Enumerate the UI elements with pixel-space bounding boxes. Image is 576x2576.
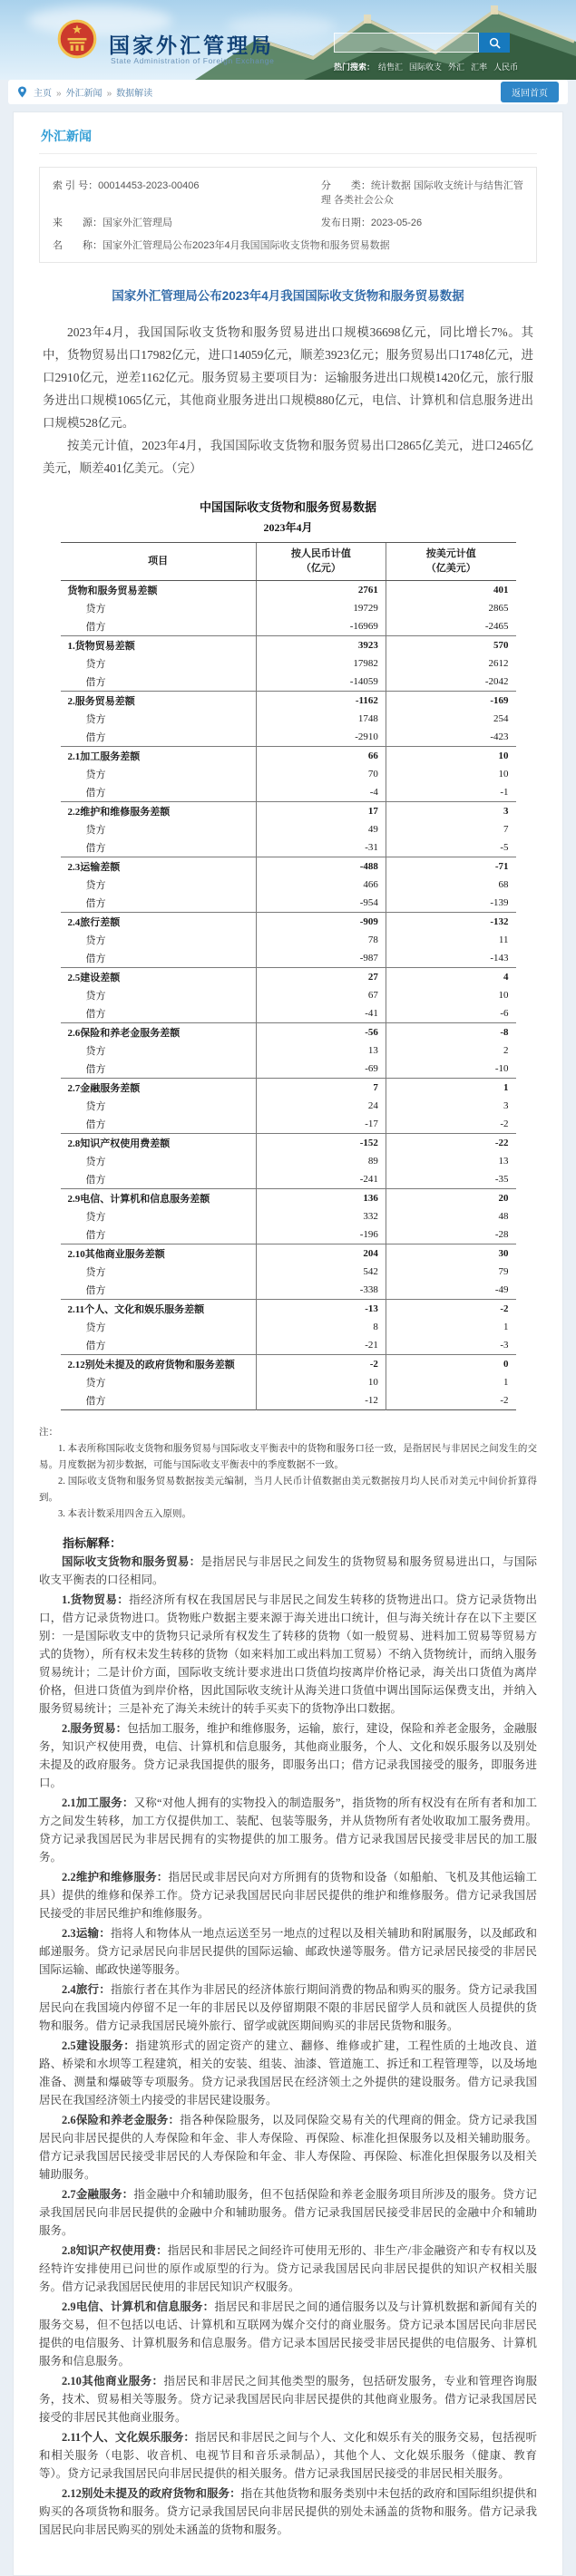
meta-index <box>53 178 321 207</box>
notes-list <box>39 1441 537 1523</box>
table-row <box>61 949 516 968</box>
table-row <box>61 1152 516 1170</box>
glossary-term: 2.10其他商业服务： <box>62 2374 164 2387</box>
table-cell-item: 贷方 <box>85 879 106 891</box>
meta-source-label: 来 源： <box>53 218 103 228</box>
table-row <box>61 599 516 617</box>
table-cell-rmb: -987 <box>256 949 386 968</box>
glossary-term: 2.2维护和维修服务： <box>62 1870 169 1884</box>
table-cell-usd: 1 <box>386 1373 515 1391</box>
table-cell-usd: 13 <box>386 1152 515 1170</box>
breadcrumb-item[interactable]: 数据解读 <box>116 89 153 99</box>
table-cell-rmb: 542 <box>256 1263 386 1281</box>
table-row <box>61 986 516 1004</box>
glossary-term: 2.6保险和养老金服务： <box>62 2113 181 2126</box>
table-cell-item: 贷方 <box>85 1045 106 1057</box>
table-cell-rmb: 332 <box>256 1207 386 1225</box>
table-cell-usd: 10 <box>386 746 515 765</box>
article-paragraph: 2023年4月，我国国际收支货物和服务贸易进出口规模36698亿元，同比增长7%。其中，货物贸易出口17982亿元，进口14059亿元，顺差3923亿元；服务贸易出口1748亿元，进口2910亿元，逆差1162亿元。服务贸易主要项目为：运输服务进出口规模1420亿元，旅行服务进出口规模1065亿元，其他商业服务进出口规模880亿元，电信、计算机和信息服务进出口规模528亿元。 <box>43 324 533 430</box>
glossary-heading: 指标解释： <box>63 1535 122 1550</box>
table-cell-usd: -423 <box>386 728 515 747</box>
table-cell-rmb: 7 <box>256 1078 386 1097</box>
table-cell-rmb: -56 <box>256 1022 386 1041</box>
table-cell-item: 2.4旅行差额 <box>61 912 257 931</box>
table-row <box>61 820 516 838</box>
glossary-term: 2.服务贸易： <box>62 1721 128 1735</box>
hot-search-label: 热门搜索： <box>334 63 376 72</box>
table-row <box>61 1225 516 1244</box>
table-cell-item: 借方 <box>85 1340 106 1351</box>
table-cell-item: 借方 <box>85 1063 106 1075</box>
site-banner <box>0 0 576 80</box>
table-cell-rmb: 24 <box>256 1097 386 1115</box>
table-row <box>61 838 516 857</box>
note-item: 3. 本表计数采用四舍五入原则。 <box>58 1508 191 1519</box>
glossary-entry: 2.9电信、计算机和信息服务：指居民和非居民之间的通信服务以及与计算机数据和新闻有关的服务交易，但不包括以电话、计算机和互联网为媒介交付的商业服务。贷方记录本国居民向非居民提供的电信服务、计算机服务和信息服务。借方记录本国居民接受非居民提供的电信服务、计算机服务和信息服务。 <box>39 2300 537 2368</box>
table-cell-rmb: -338 <box>256 1281 386 1300</box>
table-row <box>61 617 516 636</box>
table-title: 中国国际收支货物和服务贸易数据 <box>199 499 376 514</box>
glossary-entry: 2.8知识产权使用费：指居民和非居民之间经许可使用无形的、非生产/非金融资产和专有权以及经特许安排使用已问世的原作或原型的行为。贷方记录我国居民向非居民提供的知识产权相关服务。借方记录我国居民使用的非居民知识产权服务。 <box>39 2243 537 2293</box>
glossary-term: 2.11个人、文化娱乐服务： <box>62 2430 195 2444</box>
table-cell-item: 贷方 <box>85 658 106 670</box>
table-cell-item: 2.11个人、文化和娱乐服务差额 <box>61 1299 257 1318</box>
hot-search-links <box>378 63 524 72</box>
location-pin-icon <box>17 86 27 98</box>
table-cell-item: 贷方 <box>85 1211 106 1223</box>
article-title: 国家外汇管理局公布2023年4月我国国际收支货物和服务贸易数据 <box>112 289 464 303</box>
breadcrumb-separator: » <box>106 89 112 99</box>
table-header-rmb <box>256 542 386 580</box>
table-cell-item: 借方 <box>85 621 106 633</box>
table-cell-rmb: -69 <box>256 1060 386 1079</box>
table-row <box>61 1373 516 1391</box>
table-cell-rmb: 17982 <box>256 654 386 673</box>
table-row <box>61 912 516 931</box>
glossary-term: 2.4旅行： <box>62 1982 111 1996</box>
glossary-entry: 2.4旅行：指旅行者在其作为非居民的经济体旅行期间消费的物品和购买的服务。贷方记录我国居民向在我国境内停留不足一年的非居民以及停留期限不限的非居民留学人员和就医人员提供的货物和服务。借方记录我国居民境外旅行、留学或就医期间购买的非居民货物和服务。 <box>39 1982 537 2032</box>
site-subtitle: State Administration of Foreign Exchange <box>111 56 275 65</box>
table-row <box>61 1078 516 1097</box>
note-item: 1. 本表所称国际收支货物和服务贸易与国际收支平衡表中的货物和服务口径一致，是指居民与非居民之间发生的交易。月度数据为初步数据，可能与国际收支平衡表中的季度数据不一致。 <box>39 1443 537 1470</box>
table-cell-item: 贷方 <box>85 935 106 946</box>
content-card <box>13 111 563 2576</box>
table-cell-item: 2.5建设差额 <box>61 967 257 986</box>
meta-box <box>39 167 537 263</box>
table-cell-usd: -2 <box>386 1391 515 1410</box>
table-cell-rmb: 3923 <box>256 635 386 654</box>
table-cell-item: 借方 <box>85 1119 106 1130</box>
glossary-entry: 2.11个人、文化娱乐服务：指居民和非居民之间与个人、文化和娱乐有关的服务交易，包括视听和相关服务（电影、收音机、电视节目和音乐录制品），其他个人、文化娱乐服务（健康、教育等）。贷方记录我国居民向非居民提供的相关服务。借方记录我国居民接受的非居民相关服务。 <box>39 2430 537 2480</box>
meta-category-value: 统计数据 国际收支统计与结售汇管理 各类社会公众 <box>320 180 523 206</box>
glossary-term: 2.5建设服务： <box>62 2039 136 2052</box>
table-row <box>61 967 516 986</box>
glossary-entry: 2.服务贸易：包括加工服务，维护和维修服务，运输，旅行，建设，保险和养老金服务，金融服务，知识产权使用费，电信、计算机和信息服务，其他商业服务，个人、文化和娱乐服务以及别处未提及的政府服务。贷方记录我国提供的服务，即服务出口；借方记录我国接受的服务，即服务进口。 <box>39 1721 537 1789</box>
table-row <box>61 1354 516 1373</box>
table-cell-item: 贷方 <box>85 1322 106 1333</box>
table-row <box>61 801 516 820</box>
table-header-usd-line2: （亿美元） <box>425 563 476 575</box>
table-cell-rmb: 66 <box>256 746 386 765</box>
table-cell-item: 贷方 <box>85 603 106 615</box>
table-row <box>61 1207 516 1225</box>
table-row <box>61 673 516 692</box>
table-cell-usd: -143 <box>386 949 515 968</box>
table-cell-item: 2.1加工服务差额 <box>61 746 257 765</box>
table-row <box>61 783 516 802</box>
glossary-entry: 2.7金融服务：指金融中介和辅助服务，但不包括保险和养老金服务项目所涉及的服务。贷方记录我国居民向非居民提供的金融中介和辅助服务。借方记录我国居民接受非居民的金融中介和辅助服务。 <box>39 2187 537 2237</box>
table-row <box>61 1188 516 1207</box>
notes <box>39 1425 537 1523</box>
table-cell-item: 借方 <box>85 1174 106 1186</box>
table-cell-item: 2.服务贸易差额 <box>61 691 257 710</box>
table-cell-rmb: -14059 <box>256 673 386 692</box>
glossary-term: 2.9电信、计算机和信息服务： <box>62 2300 215 2313</box>
site-title: 国家外汇管理局 <box>109 34 274 57</box>
table-cell-rmb: 89 <box>256 1152 386 1170</box>
hot-search <box>334 61 524 73</box>
table-cell-usd: 10 <box>386 986 515 1004</box>
table-cell-usd: -2 <box>386 1299 515 1318</box>
table-cell-item: 贷方 <box>85 1377 106 1389</box>
table-cell-rmb: 1748 <box>256 710 386 728</box>
table-row <box>61 580 516 599</box>
table-row <box>61 1318 516 1336</box>
table-cell-rmb: -954 <box>256 894 386 913</box>
table-cell-item: 贷方 <box>85 990 106 1002</box>
table-cell-rmb: -17 <box>256 1115 386 1134</box>
table-cell-item: 借方 <box>85 676 106 688</box>
table-cell-usd: 30 <box>386 1244 515 1263</box>
table-cell-item: 贷方 <box>85 824 106 836</box>
table-cell-rmb: 67 <box>256 986 386 1004</box>
table-row <box>61 1170 516 1189</box>
notes-label: 注： <box>39 1427 58 1438</box>
meta-index-value: 00014453-2023-00406 <box>98 180 200 191</box>
glossary-entry: 2.3运输：指将人和物体从一地点运送至另一地点的过程以及相关辅助和附属服务，以及邮政和邮递服务。贷方记录居民向非居民提供的国际运输、邮政快递等服务。借方记录居民接受的非居民国际运输、邮政快递等服务。 <box>39 1926 537 1976</box>
meta-category <box>321 178 523 207</box>
table-cell-rmb: -488 <box>256 857 386 876</box>
national-emblem-icon <box>56 16 98 62</box>
table-cell-usd: -35 <box>386 1170 515 1189</box>
table-cell-rmb: -152 <box>256 1133 386 1152</box>
glossary-term: 2.8知识产权使用费： <box>62 2243 168 2257</box>
table-cell-rmb: 2761 <box>256 580 386 599</box>
table-cell-usd: 0 <box>386 1354 515 1373</box>
table-row <box>61 1263 516 1281</box>
glossary-term: 国际收支货物和服务贸易： <box>62 1554 201 1568</box>
article <box>39 286 537 479</box>
meta-name-label: 名 称： <box>53 240 103 251</box>
table-cell-usd: 68 <box>386 876 515 894</box>
section-title: 外汇新闻 <box>39 123 537 154</box>
hot-search-link[interactable]: 结售汇 <box>378 63 404 72</box>
meta-index-label: 索 引 号： <box>53 180 99 191</box>
table-cell-rmb: 27 <box>256 967 386 986</box>
table-row <box>61 654 516 673</box>
table-cell-rmb: -2910 <box>256 728 386 747</box>
table-cell-usd: -28 <box>386 1225 515 1244</box>
glossary-term: 2.1加工服务： <box>62 1796 134 1809</box>
glossary-entry: 2.6保险和养老金服务：指各种保险服务，以及同保险交易有关的代理商的佣金。贷方记录我国居民向非居民提供的人寿保险和年金、非人寿保险、再保险、标准化担保服务以及相关辅助服务。借方记录我国居民接受非居民的人寿保险和年金、非人寿保险、再保险、标准化担保服务以及相关辅助服务。 <box>39 2113 537 2181</box>
table-cell-rmb: 17 <box>256 801 386 820</box>
table-cell-rmb: -241 <box>256 1170 386 1189</box>
glossary-entry: 2.5建设服务：指建筑形式的固定资产的建立、翻修、维修或扩建，工程性质的土地改良、道路、桥梁和水坝等工程建筑，相关的安装、组装、油漆、管道施工、拆迁和工程管理等，以及场地准备、测量和爆破等专项服务。贷方记录我国居民在经济领土之外提供的建设服务。借方记录我国居民在我国经济领土内接受的非居民建设服务。 <box>39 2039 537 2106</box>
table-cell-usd: -10 <box>386 1060 515 1079</box>
meta-date <box>321 215 523 229</box>
search-button[interactable] <box>479 33 510 53</box>
breadcrumb-items <box>31 85 155 99</box>
meta-date-value: 2023-05-26 <box>370 218 423 228</box>
table-cell-usd: -2465 <box>386 617 515 636</box>
search-icon <box>489 37 501 49</box>
table-cell-usd: -6 <box>386 1004 515 1023</box>
table-row <box>61 746 516 765</box>
table-header-usd-line1: 按美元计值 <box>425 547 476 559</box>
table-cell-item: 2.8知识产权使用费差额 <box>61 1133 257 1152</box>
table-cell-usd: 48 <box>386 1207 515 1225</box>
table-cell-rmb: 70 <box>256 765 386 783</box>
table-cell-item: 借方 <box>85 1229 106 1241</box>
table-header-rmb-line1: 按人民币计值 <box>290 547 351 559</box>
meta-source <box>53 215 321 229</box>
glossary-entry: 1.货物贸易：指经济所有权在我国居民与非居民之间发生转移的货物进出口。贷方记录货物出口，借方记录货物进口。货物账户数据主要来源于海关进出口统计，但与海关统计存在以下主要区别：一是国际收支中的货物只记录所有权发生了转移的货物（如一般贸易、进料加工贸易等贸易方式的货物），所有权未发生转移的货物（如来料加工或出料加工贸易）不纳入货物统计，而纳入服务贸易统计；二是计价方面，国际收支统计要求进出口货值均按离岸价格记录，海关出口货值为离岸价格，但进口货值为到岸价格，因此国际收支统计从海关进口货值中调出国际运保费支出，并纳入服务贸易统计；三是补充了海关未统计的转手买卖下的货物净出口数据。 <box>39 1593 537 1715</box>
glossary-entry: 2.2维护和维修服务：指居民或非居民向对方所拥有的货物和设备（如船舶、飞机及其他运输工具）提供的维修和保养工作。贷方记录我国居民向非居民提供的维护和维修服务。借方记录我国居民接受的非居民维护和维修服务。 <box>39 1870 537 1920</box>
table-cell-item: 借方 <box>85 897 106 909</box>
table-row <box>61 1281 516 1300</box>
table-header-item: 项目 <box>61 542 257 580</box>
table-header-rmb-line2: （亿元） <box>300 563 341 575</box>
table-cell-item: 2.7金融服务差额 <box>61 1078 257 1097</box>
table-row <box>61 1391 516 1410</box>
table-cell-rmb: -4 <box>256 783 386 802</box>
glossary-entry: 国际收支货物和服务贸易：是指居民与非居民之间发生的货物贸易和服务贸易进出口，与国际收支平衡表的口径相同。 <box>39 1554 537 1586</box>
glossary-term: 1.货物贸易： <box>62 1593 130 1606</box>
search-bar <box>334 33 510 53</box>
table-cell-usd: 2865 <box>386 599 515 617</box>
table-cell-item: 贷方 <box>85 1100 106 1112</box>
table-row <box>61 894 516 913</box>
table-cell-item: 借方 <box>85 1395 106 1407</box>
table-cell-rmb: 136 <box>256 1188 386 1207</box>
table-cell-usd: 401 <box>386 580 515 599</box>
table-cell-usd: 2 <box>386 1041 515 1060</box>
table-row <box>61 1299 516 1318</box>
table-cell-rmb: -13 <box>256 1299 386 1318</box>
table-cell-item: 借方 <box>85 953 106 964</box>
table-cell-item: 借方 <box>85 1284 106 1296</box>
table-cell-item: 货物和服务贸易差额 <box>67 585 158 596</box>
table-cell-usd: -132 <box>386 912 515 931</box>
glossary-term: 2.3运输： <box>62 1926 111 1940</box>
table-cell-usd: 2612 <box>386 654 515 673</box>
table-cell-rmb: -909 <box>256 912 386 931</box>
table-cell-usd: -49 <box>386 1281 515 1300</box>
table-cell-rmb: 19729 <box>256 599 386 617</box>
data-table <box>61 542 516 1410</box>
table-cell-usd: 10 <box>386 765 515 783</box>
table-row <box>61 1133 516 1152</box>
table-cell-usd: -5 <box>386 838 515 857</box>
table-cell-usd: -3 <box>386 1336 515 1355</box>
table-cell-item: 借方 <box>85 842 106 854</box>
meta-name <box>53 237 523 252</box>
table-row <box>61 728 516 747</box>
table-subtitle: 2023年4月 <box>263 520 313 534</box>
table-cell-usd: 254 <box>386 710 515 728</box>
table-row <box>61 1336 516 1355</box>
table-cell-item: 1.货物贸易差额 <box>61 635 257 654</box>
hot-search-link[interactable]: 外汇 <box>448 63 465 72</box>
table-row <box>61 1022 516 1041</box>
table-cell-rmb: 10 <box>256 1373 386 1391</box>
back-home-button[interactable]: 返回首页 <box>501 82 559 102</box>
table-row <box>61 1097 516 1115</box>
breadcrumb <box>8 80 568 104</box>
glossary-entry: 2.1加工服务：又称“对他人拥有的实物投入的制造服务”，指货物的所有权没有在所有者和加工方之间发生转移，加工方仅提供加工、装配、包装等服务，并从货物所有者处收取加工服务费用。贷方记录我国居民为非居民拥有的实物提供的加工服务。借方记录我国居民接受非居民的加工服务。 <box>39 1796 537 1864</box>
table-cell-item: 2.9电信、计算机和信息服务差额 <box>61 1188 257 1207</box>
table-row <box>61 857 516 876</box>
article-paragraph: 按美元计值，2023年4月，我国国际收支货物和服务贸易出口2865亿美元，进口2465亿美元，顺差401亿美元。（完） <box>43 438 533 475</box>
glossary-entry: 2.12别处未提及的政府货物和服务：指在其他货物和服务类别中未包括的政府和国际组织提供和购买的各项货物和服务。贷方记录我国居民向非居民提供的别处未涵盖的货物和服务。借方记录我国居民向非居民购买的别处未涵盖的货物和服务。 <box>39 2486 537 2536</box>
breadcrumb-item[interactable]: 外汇新闻 <box>65 89 103 99</box>
meta-category-label: 分 类： <box>320 180 371 191</box>
table-cell-item: 贷方 <box>85 1266 106 1278</box>
table-cell-rmb: 13 <box>256 1041 386 1060</box>
table-cell-item: 借方 <box>85 787 106 799</box>
table-cell-rmb: -196 <box>256 1225 386 1244</box>
table-cell-item: 2.6保险和养老金服务差额 <box>61 1022 257 1041</box>
table-cell-usd: -2042 <box>386 673 515 692</box>
table-cell-usd: 3 <box>386 1097 515 1115</box>
glossary-term: 2.12别处未提及的政府货物和服务： <box>62 2486 241 2500</box>
data-table-body <box>61 580 516 1409</box>
table-cell-usd: 4 <box>386 967 515 986</box>
table-row <box>61 635 516 654</box>
table-cell-item: 借方 <box>85 731 106 743</box>
table-cell-rmb: -21 <box>256 1336 386 1355</box>
hot-search-link[interactable]: 人民币 <box>493 63 519 72</box>
table-row <box>61 710 516 728</box>
table-header-row <box>61 542 516 580</box>
table-cell-rmb: -1162 <box>256 691 386 710</box>
table-cell-usd: -2 <box>386 1115 515 1134</box>
table-row <box>61 931 516 949</box>
meta-name-value: 国家外汇管理局公布2023年4月我国国际收支货物和服务贸易数据 <box>103 240 390 251</box>
table-cell-usd: 570 <box>386 635 515 654</box>
table-row <box>61 691 516 710</box>
table-cell-rmb: -31 <box>256 838 386 857</box>
table-cell-usd: 79 <box>386 1263 515 1281</box>
meta-date-label: 发布日期： <box>320 218 371 228</box>
table-cell-usd: 3 <box>386 801 515 820</box>
table-header-usd <box>386 542 515 580</box>
glossary <box>39 1534 537 2539</box>
table-cell-rmb: 8 <box>256 1318 386 1336</box>
table-cell-item: 2.10其他商业服务差额 <box>61 1244 257 1263</box>
table-cell-rmb: -2 <box>256 1354 386 1373</box>
table-cell-rmb: 466 <box>256 876 386 894</box>
table-cell-usd: 20 <box>386 1188 515 1207</box>
table-cell-item: 借方 <box>85 1008 106 1020</box>
table-cell-item: 2.3运输差额 <box>61 857 257 876</box>
table-cell-usd: -139 <box>386 894 515 913</box>
table-cell-rmb: 78 <box>256 931 386 949</box>
table-cell-usd: -71 <box>386 857 515 876</box>
glossary-entry: 2.10其他商业服务：指居民和非居民之间其他类型的服务，包括研发服务，专业和管理咨询服务，技术、贸易相关等服务。贷方记录我国居民向非居民提供的其他商业服务。借方记录我国居民接受的非居民其他商业服务。 <box>39 2374 537 2424</box>
table-cell-usd: -1 <box>386 783 515 802</box>
table-cell-usd: 7 <box>386 820 515 838</box>
table-cell-usd: -169 <box>386 691 515 710</box>
breadcrumb-separator: » <box>56 89 62 99</box>
table-cell-item: 2.2维护和维修服务差额 <box>61 801 257 820</box>
table-cell-rmb: 49 <box>256 820 386 838</box>
glossary-term: 2.7金融服务： <box>62 2187 134 2201</box>
table-cell-item: 2.12别处未提及的政府货物和服务差额 <box>61 1354 257 1373</box>
table-cell-rmb: -16969 <box>256 617 386 636</box>
note-item: 2. 国际收支货物和服务贸易数据按美元编制，当月人民币计值数据由美元数据按月均人民币对美元中间价折算得到。 <box>39 1476 537 1503</box>
table-cell-item: 贷方 <box>85 769 106 780</box>
table-cell-usd: -22 <box>386 1133 515 1152</box>
table-cell-usd: -8 <box>386 1022 515 1041</box>
table-row <box>61 1244 516 1263</box>
table-row <box>61 876 516 894</box>
table-cell-usd: 1 <box>386 1318 515 1336</box>
table-cell-rmb: 204 <box>256 1244 386 1263</box>
table-row <box>61 1004 516 1023</box>
breadcrumb-item[interactable]: 主页 <box>34 89 52 99</box>
meta-source-value: 国家外汇管理局 <box>103 218 172 228</box>
glossary-entries <box>39 1553 537 2539</box>
table-cell-usd: 11 <box>386 931 515 949</box>
table-cell-rmb: -12 <box>256 1391 386 1410</box>
table-row <box>61 765 516 783</box>
table-cell-usd: 1 <box>386 1078 515 1097</box>
table-row <box>61 1115 516 1134</box>
table-cell-rmb: -41 <box>256 1004 386 1023</box>
table-cell-item: 贷方 <box>85 713 106 725</box>
table-row <box>61 1041 516 1060</box>
table-cell-item: 贷方 <box>85 1156 106 1167</box>
hot-search-link[interactable]: 汇率 <box>471 63 488 72</box>
table-row <box>61 1060 516 1079</box>
hot-search-link[interactable]: 国际收支 <box>409 63 443 72</box>
search-input[interactable] <box>334 33 479 53</box>
